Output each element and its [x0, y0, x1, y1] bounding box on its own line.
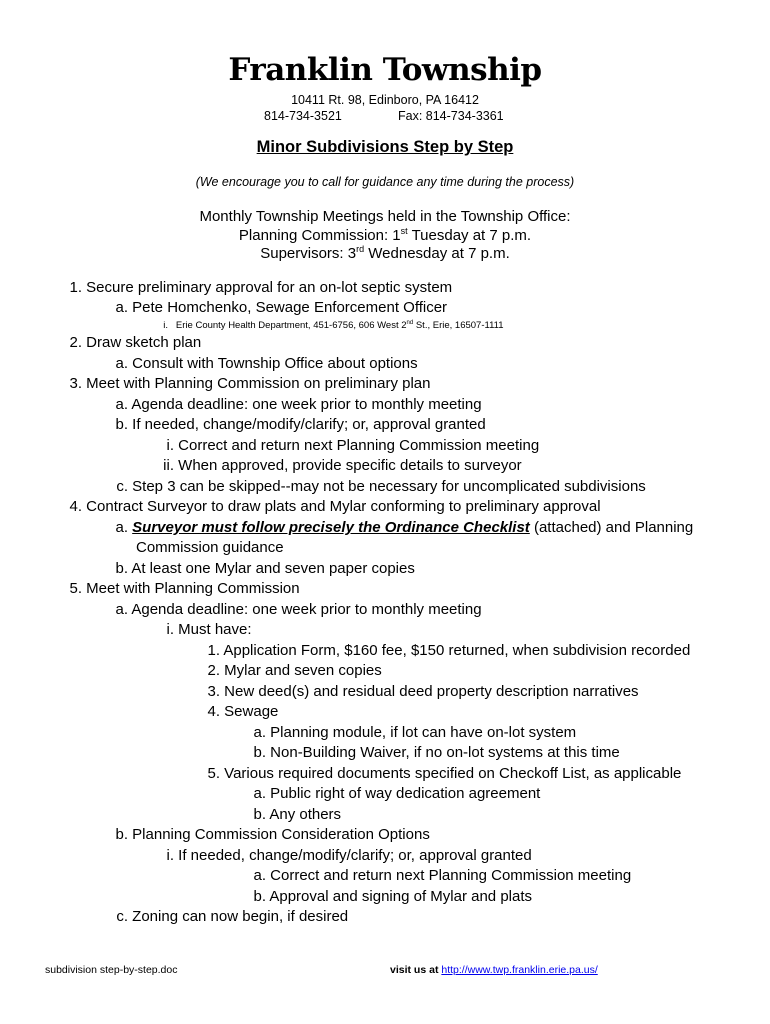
list-item-step-5ai1: 1. Application Form, $160 fee, $150 returned, when subdivision recorded: [207, 642, 691, 659]
list-item-step-5bib: b. Approval and signing of Mylar and plats: [253, 888, 532, 905]
list-item-step-4a-continued: Commission guidance: [136, 539, 284, 556]
document-title: Minor Subdivisions Step by Step: [256, 138, 514, 156]
list-item-step-2a: a. Consult with Township Office about options: [115, 355, 418, 372]
footer-filename: subdivision step-by-step.doc: [45, 964, 178, 976]
list-item-step-5ai4: 4. Sewage: [207, 703, 279, 720]
list-item-step-5ai5a: a. Public right of way dedication agreement: [253, 785, 541, 802]
list-item-step-1a: a. Pete Homchenko, Sewage Enforcement Officer: [115, 299, 448, 316]
meetings-heading: Monthly Township Meetings held in the Township Office:: [199, 208, 571, 225]
list-item-step-3b: b. If needed, change/modify/clarify; or, approval granted: [115, 416, 486, 433]
township-title: Franklin Township: [228, 52, 542, 88]
phone-number: 814-734-3521: [264, 109, 342, 123]
fax-number: Fax: 814-734-3361: [398, 109, 504, 123]
list-item-step-1: 1. Secure preliminary approval for an on-lot septic system: [69, 279, 453, 296]
list-item-step-3: 3. Meet with Planning Commission on preliminary plan: [69, 375, 431, 392]
list-item-step-5a: a. Agenda deadline: one week prior to monthly meeting: [115, 601, 482, 618]
website-link[interactable]: http://www.twp.franklin.erie.pa.us/: [441, 964, 598, 976]
list-item-step-5bia: a. Correct and return next Planning Commission meeting: [253, 867, 632, 884]
list-item-step-5ai3: 3. New deed(s) and residual deed property description narratives: [207, 683, 639, 700]
footer-visit: [390, 964, 598, 976]
list-item-step-3c: c. Step 3 can be skipped--may not be necessary for uncomplicated subdivisions: [116, 478, 646, 495]
list-item-step-3a: a. Agenda deadline: one week prior to monthly meeting: [115, 396, 482, 413]
ordinance-checklist-emphasis: Surveyor must follow precisely the Ordinance Checklist: [132, 519, 530, 536]
list-item-step-5bi: i. If needed, change/modify/clarify; or, approval granted: [166, 847, 532, 864]
list-item-step-5c: c. Zoning can now begin, if desired: [116, 908, 349, 925]
list-item-step-5ai5: 5. Various required documents specified on Checkoff List, as applicable: [207, 765, 682, 782]
list-item-step-4b: b. At least one Mylar and seven paper copies: [115, 560, 415, 577]
township-address: 10411 Rt. 98, Edinboro, PA 16412: [291, 93, 479, 107]
list-item-step-5ai2: 2. Mylar and seven copies: [207, 662, 382, 679]
footer-visit-label: visit us at: [390, 964, 442, 976]
list-item-step-5ai4a: a. Planning module, if lot can have on-lot system: [253, 724, 577, 741]
list-item-step-2: 2. Draw sketch plan: [69, 334, 202, 351]
supervisors-schedule: Supervisors: 3rd Wednesday at 7 p.m.: [260, 244, 510, 262]
list-item-step-5ai4b: b. Non-Building Waiver, if no on-lot systems at this time: [253, 744, 620, 761]
list-item-step-4a: a. Surveyor must follow precisely the Ordinance Checklist (attached) and Planning: [115, 519, 694, 536]
meeting-schedule: [0, 208, 770, 264]
planning-commission-schedule: Planning Commission: 1st Tuesday at 7 p.m.: [238, 225, 532, 244]
list-item-step-5b: b. Planning Commission Consideration Options: [115, 826, 430, 843]
guidance-note: (We encourage you to call for guidance any time during the process): [195, 175, 575, 189]
list-item-step-3bi: i. Correct and return next Planning Commission meeting: [166, 437, 540, 454]
list-item-step-4: 4. Contract Surveyor to draw plats and Mylar conforming to preliminary approval: [69, 498, 601, 515]
list-item-step-5ai: i. Must have:: [166, 621, 252, 638]
list-item-step-3bii: ii. When approved, provide specific details to surveyor: [163, 457, 522, 474]
list-item-step-5ai5b: b. Any others: [253, 806, 342, 823]
list-item-step-1ai: i. Erie County Health Department, 451-6756, 606 West 2nd St., Erie, 16507-1111: [163, 319, 504, 331]
list-item-step-5: 5. Meet with Planning Commission: [69, 580, 300, 597]
